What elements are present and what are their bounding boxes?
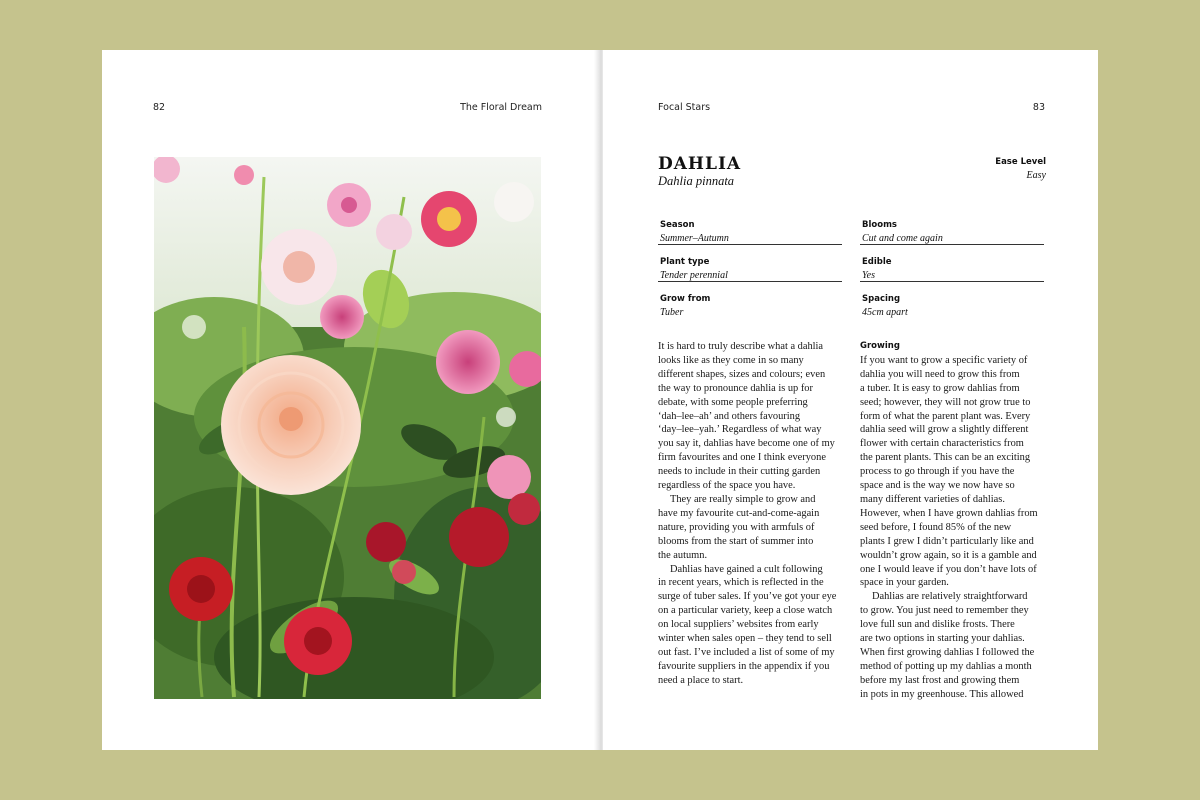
paragraph: [860, 590, 1050, 701]
paragraph: [658, 563, 848, 688]
fact-value: Summer–Autumn: [660, 233, 729, 244]
text-line: Dahlias are relatively straightforward: [872, 591, 1028, 603]
running-head: Focal Stars: [658, 102, 711, 113]
text-line: ‘day–lee–yah.’ Regardless of what way: [658, 424, 822, 436]
section-heading: Growing: [860, 341, 900, 351]
body-column-2: [860, 340, 1050, 702]
text-line: dahlia you will need to grow this from: [860, 368, 1020, 380]
text-line: Dahlias have gained a cult following: [670, 563, 823, 575]
text-line: one I would leave if you don’t have lots of: [860, 563, 1037, 575]
text-line: needs to include in their cutting garden: [658, 466, 821, 478]
text-line: plants I grew I didn’t particularly like and: [860, 535, 1034, 547]
text-line: the way to pronounce dahlia is up for: [658, 382, 813, 394]
text-line: flower with certain characteristics from: [860, 438, 1024, 450]
text-line: firm favourites and one I think everyone: [658, 452, 826, 464]
text-line: surge of tuber sales. If you’ve got your eye: [658, 591, 837, 603]
text-line: blooms from the start of summer into: [658, 535, 814, 547]
fact-value: Yes: [862, 270, 875, 281]
text-line: space in your garden.: [860, 577, 949, 589]
fact-value: Tender perennial: [660, 270, 728, 281]
text-line: ‘dah–lee–ah’ and others favouring: [658, 410, 801, 422]
text-line: method of potting up my dahlias a month: [860, 660, 1032, 672]
fact-grow-from: [658, 286, 842, 318]
text-line: space and is the way we now have so: [860, 480, 1015, 492]
text-line: out fast. I’ve included a list of some of my: [658, 646, 835, 658]
ease-level-value: Easy: [1026, 170, 1046, 181]
text-line: favourite suppliers in the appendix if you: [658, 660, 830, 672]
text-line: different shapes, sizes and colours; even: [658, 368, 826, 380]
plant-title: DAHLIA: [658, 154, 742, 174]
text-line: form of what the parent plant was. Every: [860, 410, 1031, 422]
text-line: debate, with some people preferring: [658, 396, 808, 408]
paragraph: [658, 340, 848, 493]
text-line: the autumn.: [658, 549, 708, 561]
fact-value: Cut and come again: [862, 233, 943, 244]
text-line: process to go through if you have the: [860, 466, 1015, 478]
fact-spacing: [860, 286, 1044, 318]
text-line: It is hard to truly describe what a dahlia: [658, 341, 824, 352]
fact-label: Grow from: [660, 294, 711, 304]
fact-edible: [860, 249, 1044, 282]
text-line: before my last frost and growing them: [860, 674, 1020, 686]
text-line: many different varieties of dahlias.: [860, 493, 1005, 505]
text-line: have my favourite cut-and-come-again: [658, 507, 820, 519]
text-line: a tuber. It is easy to grow dahlias from: [860, 382, 1020, 394]
text-line: in pots in my greenhouse. This allowed: [860, 688, 1024, 700]
text-line: seed before, I found 85% of the new: [860, 521, 1012, 533]
text-line: However, when I have grown dahlias from: [860, 507, 1038, 519]
paragraph: [860, 354, 1050, 590]
fact-label: Blooms: [862, 220, 897, 230]
left-page: [102, 50, 600, 750]
dahlia-garden-photo: [154, 157, 541, 699]
text-line: to grow. You just need to remember they: [860, 605, 1029, 617]
right-page: [603, 50, 1098, 750]
fact-value: Tuber: [660, 307, 684, 318]
text-line: nature, providing you with armfuls of: [658, 521, 815, 533]
text-line: on a particular variety, keep a close watch: [658, 605, 833, 617]
text-line: need a place to start.: [658, 674, 744, 686]
fact-label: Season: [660, 220, 695, 230]
text-line: When first growing dahlias I followed the: [860, 646, 1035, 658]
text-line: love full sun and dislike frosts. There: [860, 619, 1015, 631]
page-number: 82: [153, 102, 166, 113]
text-line: are two options in starting your dahlias.: [860, 633, 1025, 645]
fact-label: Spacing: [862, 294, 901, 304]
body-column-1: [658, 340, 848, 688]
fact-blooms: [860, 212, 1044, 245]
page-number: 83: [1032, 102, 1045, 113]
paragraph: [658, 493, 848, 563]
text-line: the parent plants. This can be an exciting: [860, 452, 1031, 464]
text-line: looks like as they come in so many: [658, 354, 804, 366]
flower-illustration: [154, 157, 541, 699]
text-line: seed; however, they will not grow true to: [860, 396, 1031, 408]
fact-plant-type: [658, 249, 842, 282]
text-line: on local suppliers’ websites from early: [658, 619, 819, 631]
ease-level-label: Ease Level: [995, 157, 1046, 167]
text-line: dahlia seed will grow a slightly different: [860, 424, 1029, 436]
text-line: wouldn’t grow again, so it is a gamble and: [860, 549, 1037, 561]
text-line: you say it, dahlias have become one of my: [658, 438, 835, 450]
fact-value: 45cm apart: [862, 307, 908, 318]
text-line: regardless of the space you have.: [658, 480, 796, 492]
text-line: They are really simple to grow and: [670, 493, 816, 505]
text-line: in recent years, which is reflected in the: [658, 577, 824, 589]
fact-label: Edible: [862, 257, 892, 267]
fact-season: [658, 212, 842, 245]
running-head: The Floral Dream: [460, 102, 542, 113]
latin-name: Dahlia pinnata: [658, 174, 735, 188]
fact-label: Plant type: [660, 257, 710, 267]
text-line: If you want to grow a specific variety of: [860, 354, 1028, 366]
text-line: winter when sales open – they tend to sell: [658, 633, 832, 645]
